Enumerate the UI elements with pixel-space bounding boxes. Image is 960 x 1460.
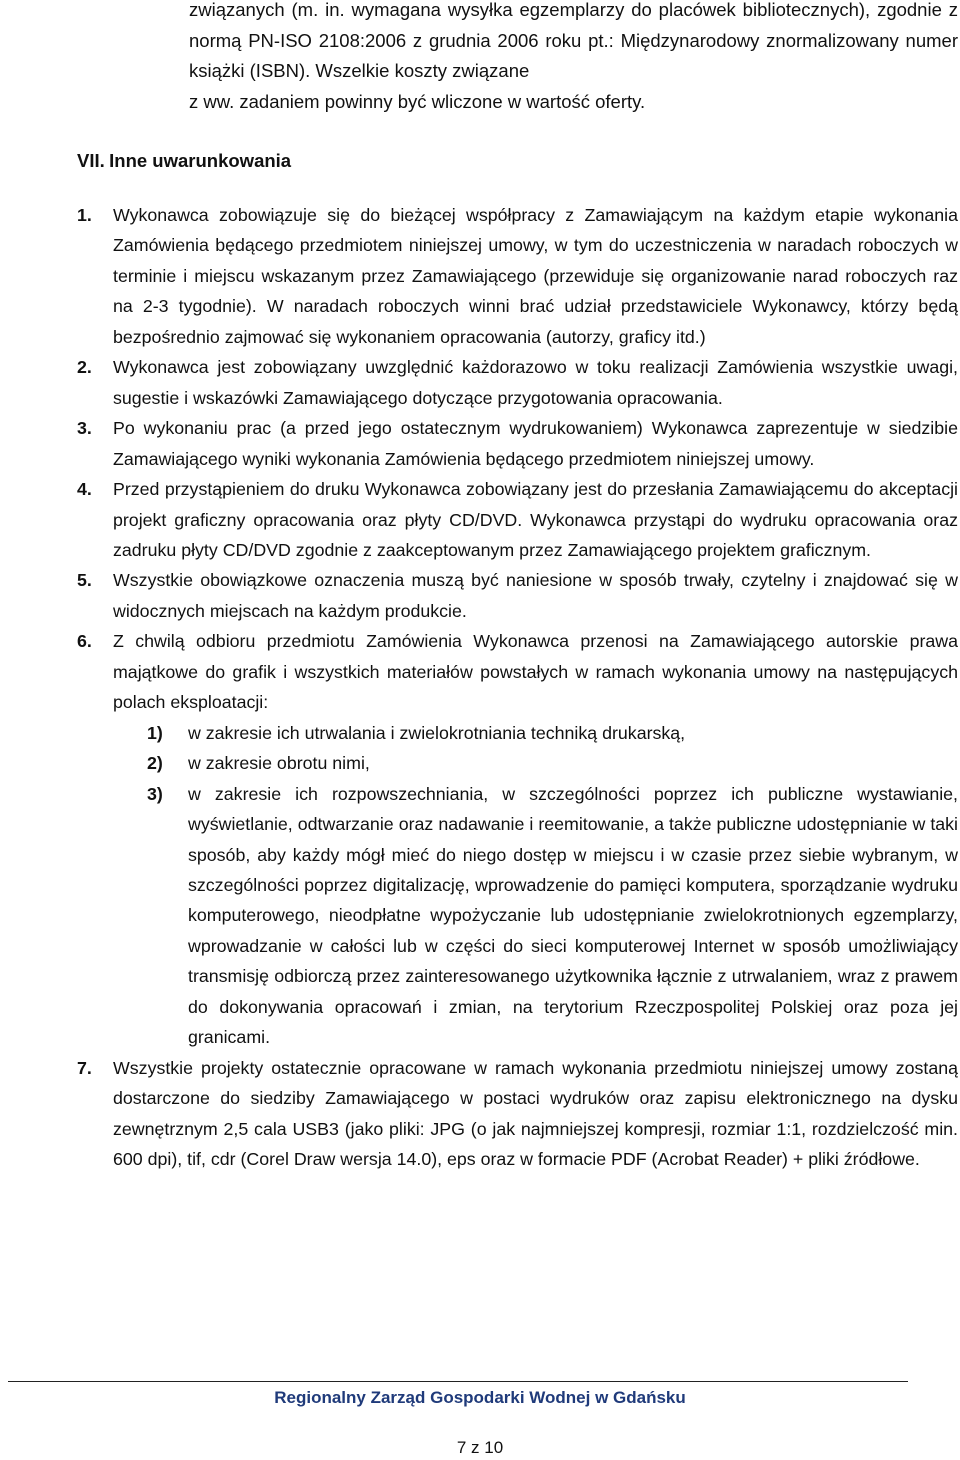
- sub-item-number: 1): [147, 722, 163, 743]
- item-text: Wszystkie obowiązkowe oznaczenia muszą być naniesione w sposób trwały, czytelny i znajdować się w widocznych miejscach na każdym produkcie.: [113, 570, 958, 621]
- sub-item-number: 3): [147, 783, 163, 804]
- sub-list-item: [113, 748, 958, 778]
- lead-paragraph: [189, 0, 958, 117]
- item-text: Wykonawca zobowiązuje się do bieżącej współpracy z Zamawiającym na każdym etapie wykonania Zamówienia będącego przedmiotem niniejszej umowy, w tym do uczestniczenia w naradach roboczych w terminie i miejscu wskazanym przez Zamawiającego (przewiduje się organizowanie narad roboczych raz na 2-3 tygodnie). W naradach roboczych winni brać udział przedstawiciele Wykonawcy, którzy będą bezpośrednio zajmować się wykonaniem opracowania (autorzy, graficy itd.): [113, 205, 958, 347]
- item-number: 2.: [77, 357, 92, 378]
- footer-divider: [8, 1381, 908, 1382]
- item-number: 4.: [77, 479, 92, 500]
- item-number: 6.: [77, 631, 92, 652]
- item-text: Przed przystąpieniem do druku Wykonawca zobowiązany jest do przesłania Zamawiającemu do akceptacji projekt graficzny opracowania oraz płyty CD/DVD. Wykonawca przystąpi do wydruku opracowania oraz zadruku płyty CD/DVD zgodnie z zaakceptowanym przez Zamawiającego projektem graficznym.: [113, 479, 958, 560]
- item-number: 3.: [77, 418, 92, 439]
- list-item: [77, 413, 958, 474]
- list-item: [77, 1053, 958, 1175]
- exploitation-fields-list: [113, 718, 958, 1053]
- sub-item-text: w zakresie obrotu nimi,: [188, 753, 370, 774]
- list-item: [77, 626, 958, 1052]
- sub-item-text: w zakresie ich rozpowszechniania, w szczególności poprzez ich publiczne wystawianie, wyświetlanie, odtwarzanie oraz nadawanie i reemitowanie, a także publiczne udostępnianie w taki sposób, aby każdy mógł mieć do niego dostęp w miejscu i w czasie przez siebie wybranym, w szczególności poprzez digitalizację, wprowadzenie do pamięci komputera, sporządzanie wydruku komputerowego, nieodpłatne wypożyczanie lub udostępnianie zwielokrotnionych egzemplarzy, wprowadzanie w całości lub w części do sieci komputerowej Internet w sposób umożliwiający transmisję odbiorczą przez zainteresowanego użytkownika łącznie z utrwalaniem, wraz z prawem do dokonywania opracowań i zmian, na terytorium Rzeczpospolitej Polskiej oraz poza jej granicami.: [188, 783, 958, 1048]
- list-item: [77, 474, 958, 565]
- section-title: Inne uwarunkowania: [109, 150, 292, 171]
- list-item: [77, 565, 958, 626]
- item-text: Wykonawca jest zobowiązany uwzględnić każdorazowo w toku realizacji Zamówienia wszystkie uwagi, sugestie i wskazówki Zamawiającego dotyczące przygotowania opracowania.: [113, 357, 958, 408]
- item-number: 5.: [77, 570, 92, 591]
- item-text: Wszystkie projekty ostatecznie opracowane w ramach wykonania przedmiotu niniejszej umowy zostaną dostarczone do siedziby Zamawiającego w postaci wydruków oraz zapisu elektronicznego na dysku zewnętrznym 2,5 cala USB3 (jako pliki: JPG (o jak najmniejszej kompresji, rozmiar 1:1, rozdzielczość min. 600 dpi), tif, cdr (Corel Draw wersja 14.0), eps oraz w formacie PDF (Acrobat Reader) + pliki źródłowe.: [113, 1057, 958, 1170]
- list-item: [77, 200, 958, 352]
- sub-list-item: [113, 779, 958, 1053]
- section-heading: [77, 146, 291, 176]
- sub-list-item: [113, 718, 958, 748]
- item-number: 7.: [77, 1057, 92, 1078]
- conditions-list: [77, 200, 958, 1175]
- page-number: 7 z 10: [456, 1438, 504, 1457]
- item-text: Po wykonaniu prac (a przed jego ostatecznym wydrukowaniem) Wykonawca zaprezentuje w siedzibie Zamawiającego wyniki wykonania Zamówienia będącego przedmiotem niniejszej umowy.: [113, 418, 958, 469]
- lead-text: związanych (m. in. wymagana wysyłka egzemplarzy do placówek bibliotecznych), zgodnie z normą PN-ISO 2108:2006 z grudnia 2006 roku pt.: Międzynarodowy znormalizowany numer książki (ISBN). Wszelkie koszty związane: [189, 0, 958, 82]
- item-number: 1.: [77, 205, 92, 225]
- sub-item-text: w zakresie ich utrwalania i zwielokrotniania techniką drukarską,: [188, 722, 686, 743]
- list-item: [77, 352, 958, 413]
- item-text: Z chwilą odbioru przedmiotu Zamówienia Wykonawca przenosi na Zamawiającego autorskie prawa majątkowe do grafik i wszystkich materiałów powstałych w ramach wykonania umowy na następujących polach eksploatacji:: [113, 631, 958, 713]
- sub-item-number: 2): [147, 753, 163, 774]
- footer-institution: Regionalny Zarząd Gospodarki Wodnej w Gdańsku: [274, 1388, 686, 1407]
- lead-last-line: z ww. zadaniem powinny być wliczone w wartość oferty.: [189, 90, 646, 112]
- section-number: VII.: [77, 150, 105, 171]
